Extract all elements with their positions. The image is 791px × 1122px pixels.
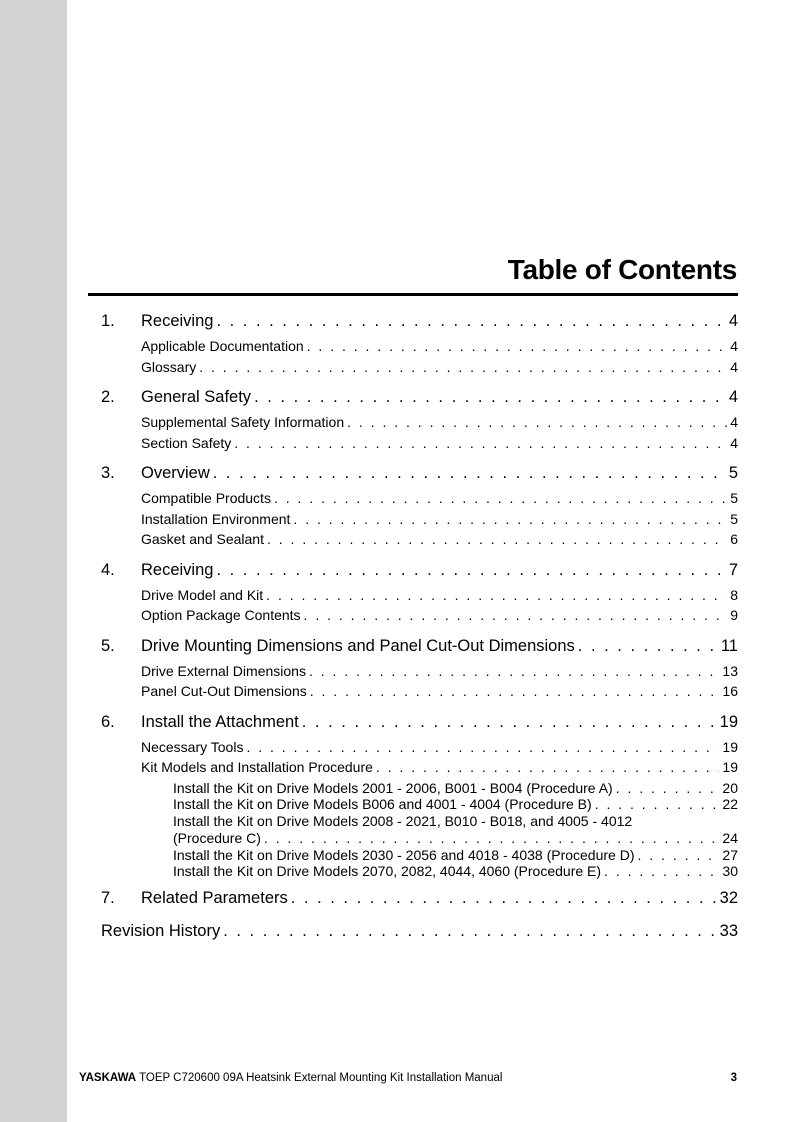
toc-entry-drive-model-kit[interactable] xyxy=(101,587,738,608)
section-title: Receiving xyxy=(141,560,214,579)
subsubsection-title: Install the Kit on Drive Models 2070, 2082, 4044, 4060 (Procedure E) xyxy=(173,863,602,880)
page-number: 4 xyxy=(730,338,738,354)
leader-dots xyxy=(223,922,716,941)
subsection-title: Drive External Dimensions xyxy=(141,662,306,679)
subsection-title: Section Safety xyxy=(141,434,232,451)
toc-entry-procedure-d[interactable] xyxy=(101,847,738,864)
toc-entry-glossary[interactable] xyxy=(101,359,738,380)
leader-dots xyxy=(307,338,728,354)
page-number: 19 xyxy=(722,759,738,775)
subsection-title: Kit Models and Installation Procedure xyxy=(141,759,373,775)
subsubsection-title-continued: (Procedure C) xyxy=(173,829,261,846)
title-rule xyxy=(88,293,738,296)
page-number: 16 xyxy=(722,683,738,699)
section-number: 7. xyxy=(101,889,115,908)
toc-entry-procedure-c[interactable] xyxy=(101,813,738,830)
page-number: 13 xyxy=(722,662,738,679)
toc-entry-section-1[interactable] xyxy=(101,312,738,336)
leader-dots xyxy=(264,830,720,846)
section-title: Drive Mounting Dimensions and Panel Cut-Out Dimensions xyxy=(141,636,575,655)
toc-entry-gasket-sealant[interactable] xyxy=(101,531,738,552)
subsection-title: Drive Model and Kit xyxy=(141,586,264,603)
toc-entry-procedure-e[interactable] xyxy=(101,863,738,880)
leader-dots xyxy=(595,796,720,812)
page-number: 20 xyxy=(722,779,738,796)
page-number: 33 xyxy=(719,922,738,941)
subsection-title: Glossary xyxy=(141,358,197,375)
subsection-title: Necessary Tools xyxy=(141,738,244,755)
page-number: 4 xyxy=(730,434,738,451)
footer-page-number: 3 xyxy=(730,1072,737,1084)
toc-entry-revision-history[interactable] xyxy=(101,922,738,946)
page-number: 8 xyxy=(730,586,738,603)
page-number: 5 xyxy=(730,510,738,527)
toc-entry-installation-environment[interactable] xyxy=(101,511,738,532)
page-footer xyxy=(79,1072,737,1084)
footer-brand: YASKAWA xyxy=(79,1072,137,1084)
subsubsection-title: Install the Kit on Drive Models 2030 - 2056 and 4018 - 4038 (Procedure D) xyxy=(173,846,635,863)
toc-entry-necessary-tools[interactable] xyxy=(101,739,738,760)
leader-dots xyxy=(216,312,725,331)
leader-dots xyxy=(309,663,719,679)
page-number: 6 xyxy=(730,531,738,547)
toc-entry-procedure-c-continued[interactable] xyxy=(101,830,738,847)
leader-dots xyxy=(604,863,719,879)
toc-entry-section-safety[interactable] xyxy=(101,435,738,456)
leader-dots xyxy=(376,759,720,775)
leader-dots xyxy=(246,739,719,755)
section-title: Overview xyxy=(141,464,210,482)
section-number: 5. xyxy=(101,636,115,655)
table-of-contents xyxy=(101,312,738,946)
subsection-title: Panel Cut-Out Dimensions xyxy=(141,683,307,699)
leader-dots xyxy=(267,531,727,547)
section-number: 3. xyxy=(101,464,115,482)
subsection-title: Applicable Documentation xyxy=(141,338,304,354)
page-title: Table of Contents xyxy=(507,254,737,285)
subsection-title: Installation Environment xyxy=(141,510,291,527)
page-number: 5 xyxy=(730,490,738,506)
page-number: 19 xyxy=(719,712,738,731)
footer-doc-info xyxy=(79,1072,502,1084)
leader-dots xyxy=(216,561,725,580)
toc-entry-section-4[interactable] xyxy=(101,561,738,585)
page-number: 4 xyxy=(728,312,738,330)
toc-entry-panel-cutout-dimensions[interactable] xyxy=(101,683,738,704)
toc-entry-section-7[interactable] xyxy=(101,889,738,913)
leader-dots xyxy=(310,683,720,699)
leader-dots xyxy=(293,511,727,527)
section-title: Related Parameters xyxy=(141,889,288,908)
page-number: 4 xyxy=(730,358,738,375)
toc-entry-section-6[interactable] xyxy=(101,713,738,737)
toc-entry-supplemental-safety[interactable] xyxy=(101,414,738,435)
leader-dots xyxy=(213,464,726,483)
leader-dots xyxy=(347,414,727,430)
section-number: 4. xyxy=(101,560,115,579)
page-number: 24 xyxy=(722,829,738,846)
page-number: 9 xyxy=(730,607,738,623)
page-number: 30 xyxy=(722,863,738,880)
section-title: Install the Attachment xyxy=(141,712,299,731)
leader-dots xyxy=(266,587,727,603)
leader-dots xyxy=(302,713,717,732)
leader-dots xyxy=(234,435,727,451)
page-number: 7 xyxy=(728,560,738,579)
page-margin-band xyxy=(0,0,67,1122)
page-number: 5 xyxy=(728,464,738,482)
page-number: 22 xyxy=(722,796,738,813)
subsubsection-title: Install the Kit on Drive Models 2008 - 2021, B010 - B018, and 4005 - 4012 xyxy=(173,813,633,830)
toc-entry-section-3[interactable] xyxy=(101,464,738,488)
toc-entry-compatible-products[interactable] xyxy=(101,490,738,511)
subsubsection-title: Install the Kit on Drive Models B006 and 4001 - 4004 (Procedure B) xyxy=(173,796,592,813)
page-number: 19 xyxy=(722,738,738,755)
page-number: 11 xyxy=(720,636,738,655)
toc-entry-section-2[interactable] xyxy=(101,388,738,412)
section-number: 6. xyxy=(101,712,115,731)
page-number: 4 xyxy=(730,414,738,430)
toc-entry-option-package-contents[interactable] xyxy=(101,607,738,628)
leader-dots xyxy=(291,889,717,908)
leader-dots xyxy=(638,847,720,863)
leader-dots xyxy=(578,637,718,656)
leader-dots xyxy=(199,359,727,375)
section-title: General Safety xyxy=(141,388,252,406)
leader-dots xyxy=(274,490,727,506)
page-number: 32 xyxy=(719,889,738,908)
toc-entry-procedure-b[interactable] xyxy=(101,796,738,813)
subsubsection-title: Install the Kit on Drive Models 2001 - 2006, B001 - B004 (Procedure A) xyxy=(173,779,613,796)
toc-entry-kit-models-procedure[interactable] xyxy=(101,759,738,780)
subsection-title: Supplemental Safety Information xyxy=(141,414,345,430)
leader-dots xyxy=(304,607,728,623)
page-number: 4 xyxy=(728,388,738,406)
toc-entry-procedure-a[interactable] xyxy=(101,780,738,797)
leader-dots xyxy=(616,780,720,796)
toc-entry-drive-external-dimensions[interactable] xyxy=(101,663,738,684)
section-number: 1. xyxy=(101,312,115,330)
page-number: 27 xyxy=(722,846,738,863)
subsection-title: Gasket and Sealant xyxy=(141,531,264,547)
subsection-title: Option Package Contents xyxy=(141,607,301,623)
subsection-title: Compatible Products xyxy=(141,490,271,506)
toc-entry-section-5[interactable] xyxy=(101,637,738,661)
footer-document-title: TOEP C720600 09A Heatsink External Mounting Kit Installation Manual xyxy=(139,1072,503,1084)
leader-dots xyxy=(254,388,726,407)
toc-entry-applicable-documentation[interactable] xyxy=(101,338,738,359)
section-title: Receiving xyxy=(141,312,214,330)
section-number: 2. xyxy=(101,388,115,406)
section-title: Revision History xyxy=(101,922,221,941)
